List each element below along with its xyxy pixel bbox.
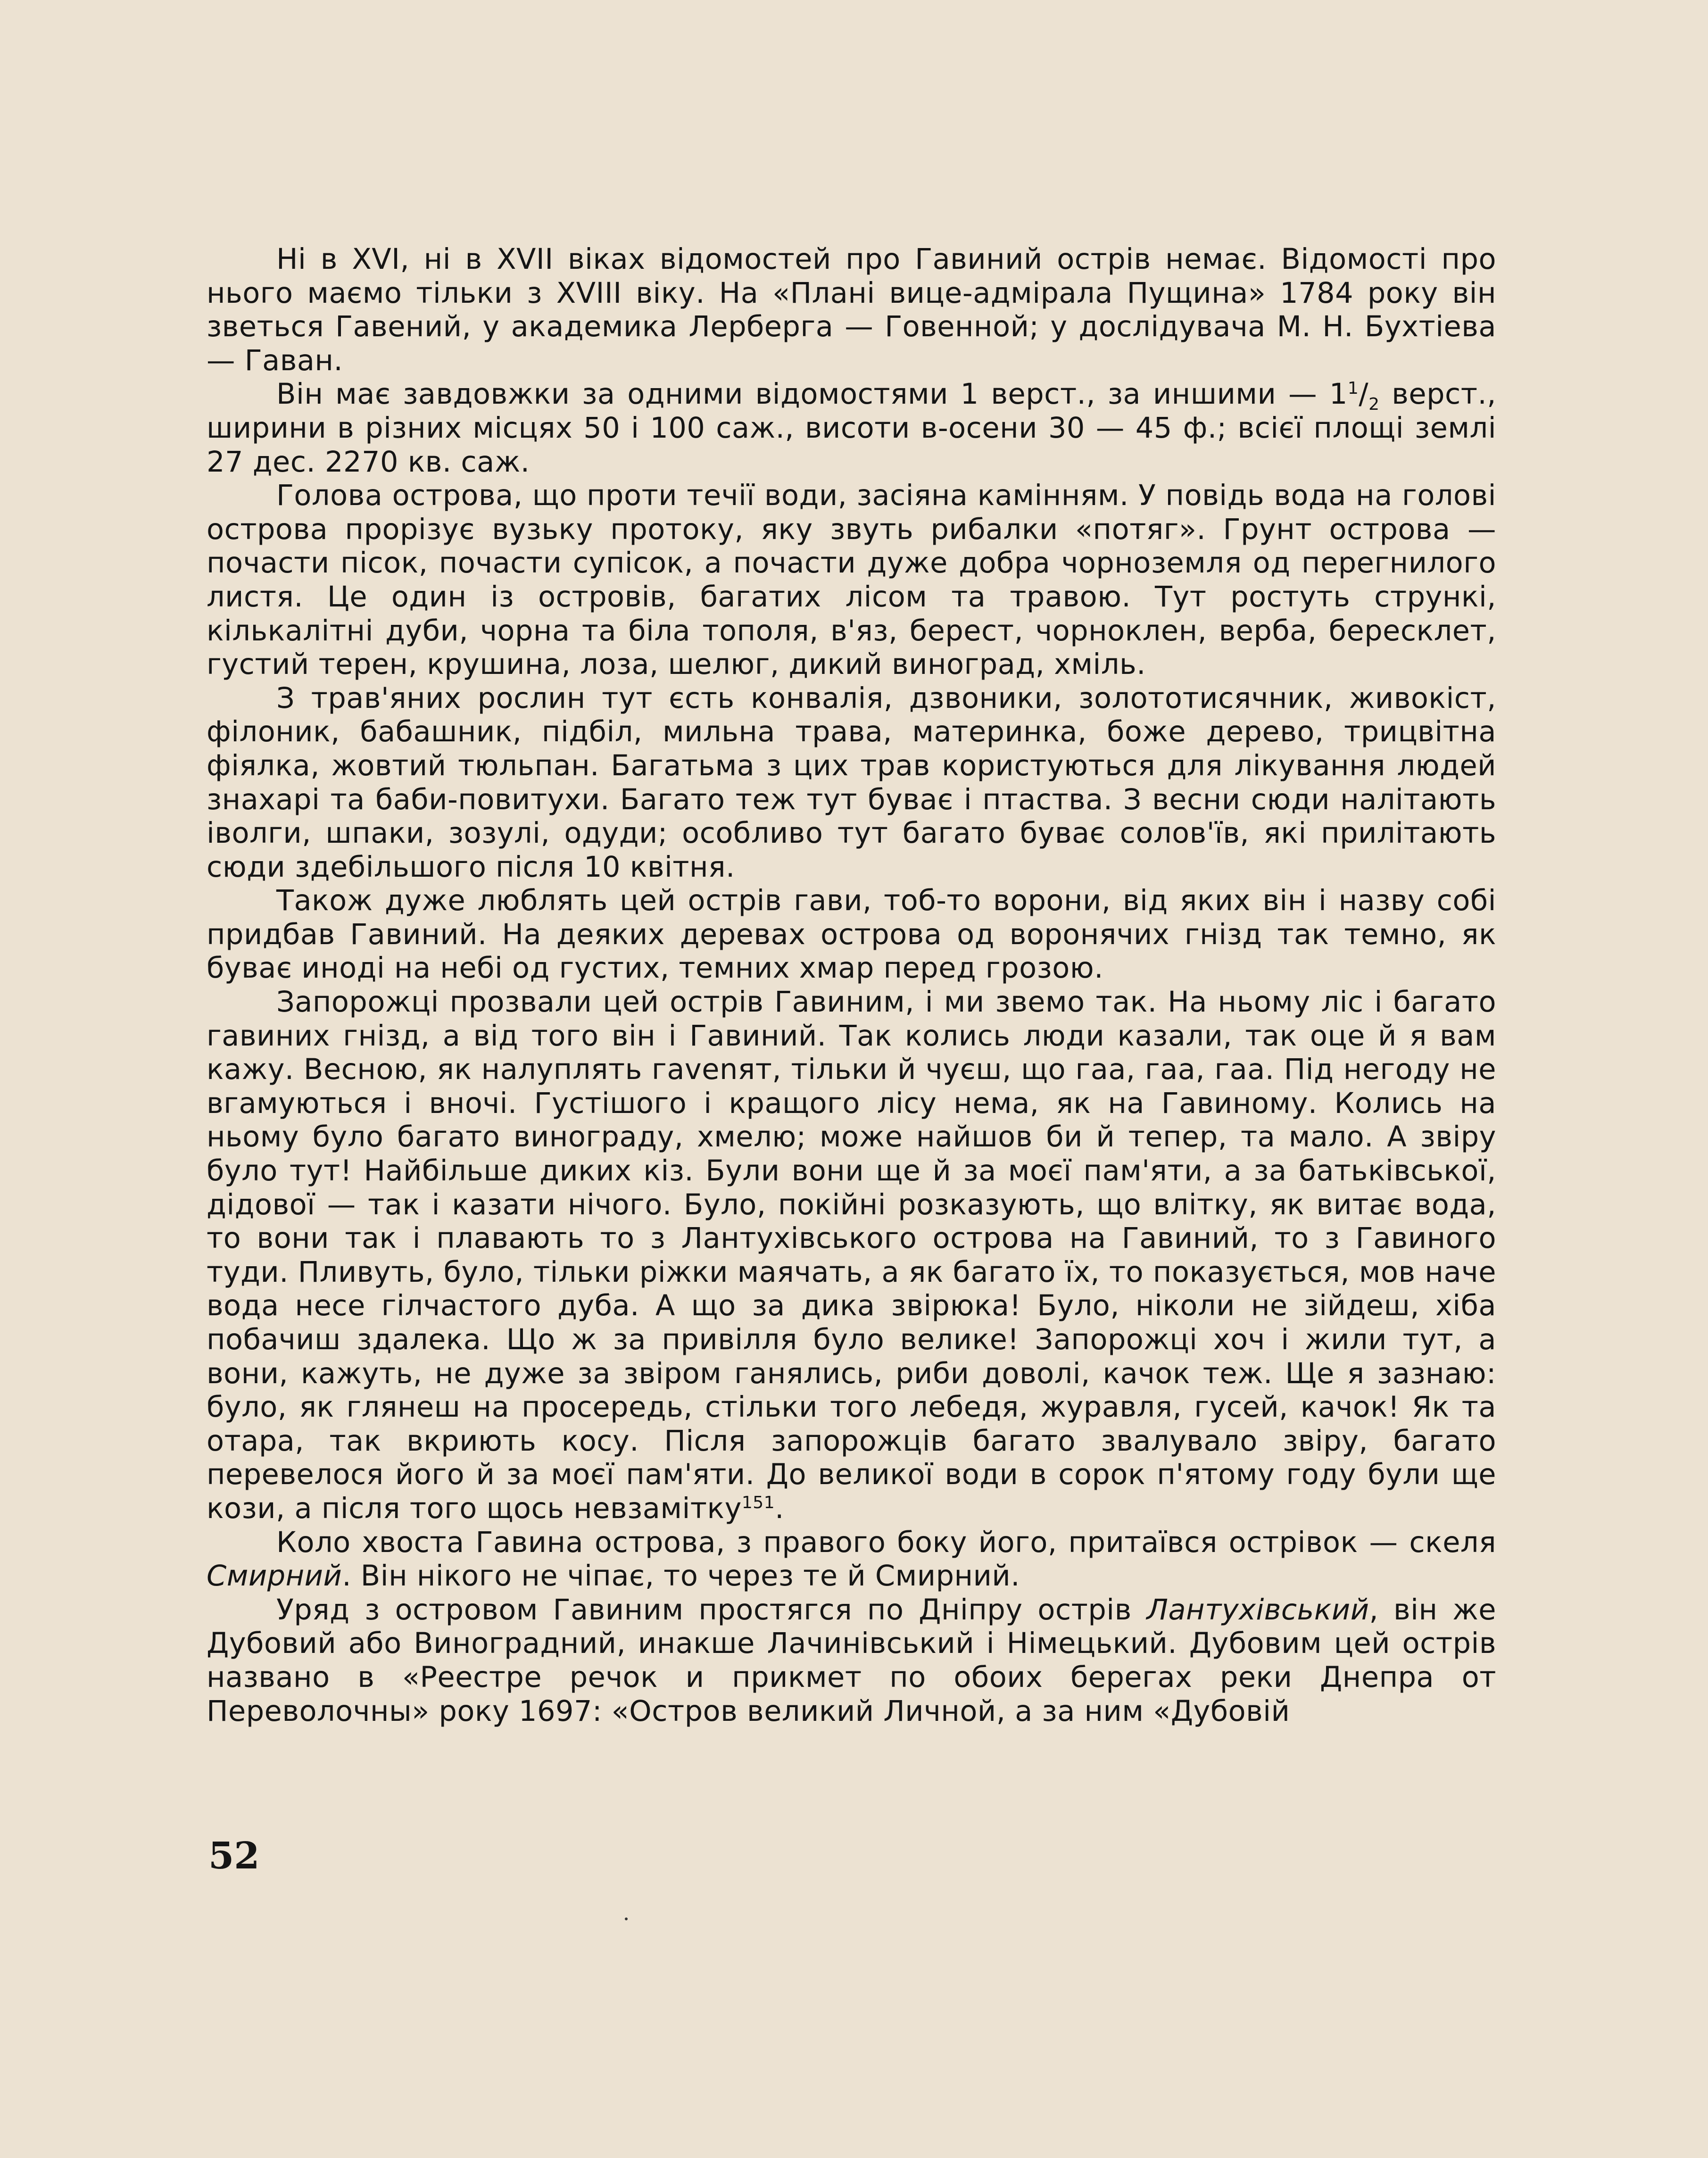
paragraph-4: З трав'яних рослин тут єсть конвалія, дзвоники, золототисячник, живокіст, філоник, бабашник, підбіл, мильна трава, материнка, боже дерево, трицвітна фіялка, жовтий тюльпан. Багатьма з цих трав користуються для лікування людей знахарі та баби-повитухи. Багато теж тут буває і птаства. З весни сюди налітають іволги, шпаки, зозулі, одуди; особливо тут багато буває солов'їв, які прилітають сюди здебільшого після 10 квітня. xyxy=(207,681,1496,884)
paragraph-8-end: , він же Дубовий або Виноградний, инакше Лачинівський і Німецький. Дубовим цей острів названо в «Реестре речок и прикмет по обоих берегах реки Днепра от Переволочны» року 1697: «Остров великий Личной, а за ним «Дубовій xyxy=(207,1593,1496,1728)
print-speck xyxy=(625,1917,628,1920)
paragraph-8-start: Уряд з островом Гавиним простягся по Дніпру острів xyxy=(276,1593,1147,1627)
island-name-smyrnyi: Смирний xyxy=(207,1560,342,1593)
footnote-ref: 151 xyxy=(741,1493,775,1512)
fraction-denominator: 2 xyxy=(1368,395,1380,415)
paragraph-2 xyxy=(207,378,1496,479)
paragraph-5: Також дуже люблять цей острів гави, тоб-то ворони, від яких він і назву собі придбав Гавиний. На деяких деревах острова од воронячих гнізд так темно, як буває иноді на небі од густих, темних хмар перед грозою. xyxy=(207,884,1496,985)
paragraph-7-start: Коло хвоста Гавина острова, з правого боку його, притаївся острівок — скеля xyxy=(276,1526,1496,1559)
paragraph-2-end: верст., ширини в різних місцях 50 і 100 саж., висоти в-осени 30 — 45 ф.; всієї площі землі 27 дес. 2270 кв. саж. xyxy=(207,378,1496,479)
paragraph-6 xyxy=(207,986,1496,1526)
island-name-lantukhivskyi: Лантухівський xyxy=(1146,1593,1369,1627)
paragraph-7-end: . Він нікого не чіпає, то через те й Смирний. xyxy=(342,1560,1020,1593)
paragraph-6-body: Запорожці прозвали цей острів Гавиним, і ми звемо так. На ньому ліс і багато гавиних гнізд, а від того він і Гавиний. Так колись люди казали, так оце й я вам кажу. Весною, як налуплять гаvenят, тільки й чуєш, що гаа, гаа, гаа. Під негоду не вгамуються і вночі. Густішого і кращого лісу нема, як на Гавиному. Колись на ньому було багато винограду, хмелю; може найшов би й тепер, та мало. А звіру було тут! Найбільше диких кіз. Були вони ще й за моєї пам'яти, а за батьківської, дідової — так і казати нічого. Було, покійні розказують, що влітку, як витає вода, то вони так і плавають то з Лантухівського острова на Гавиний, то з Гавиного туди. Пливуть, було, тільки ріжки маячать, а як багато їх, то показується, мов наче вода несе гілчастого дуба. А що за дика звірюка! Було, ніколи не зійдеш, хіба побачиш здалека. Що ж за привілля було велике! Запорожці хоч і жили тут, а вони, кажуть, не дуже за звіром ганялись, риби доволі, качок теж. Ще я зазнаю: було, як глянеш на просередь, стільки того лебедя, журавля, гусей, качок! Як та отара, так вкриють косу. Після запорожців багато звалувало звіру, багато перевелося його й за моєї пам'яти. До великої води в сорок п'ятому году були ще кози, а після того щось невзамітку xyxy=(207,986,1496,1525)
paragraph-8 xyxy=(207,1594,1496,1728)
fraction-slash: / xyxy=(1359,378,1369,411)
paragraph-2-start: Він має завдовжки за одними відомостями 1 верст., за иншими — 1 xyxy=(276,378,1348,411)
body-text xyxy=(207,243,1496,1728)
paragraph-6-end: . xyxy=(775,1492,784,1525)
paragraph-3: Голова острова, що проти течії води, засіяна камінням. У повідь вода на голові острова прорізує вузьку протоку, яку звуть рибалки «потяг». Грунт острова — почасти пісок, почасти супісок, а почасти дуже добра чорноземля од перегнилого листя. Це один із островів, багатих лісом та травою. Тут ростуть стрункі, кількалітні дуби, чорна та біла тополя, в'яз, берест, чорноклен, верба, бересклет, густий терен, крушина, лоза, шелюг, дикий виноград, хміль. xyxy=(207,479,1496,681)
page-number: 52 xyxy=(208,1834,260,1877)
fraction-numerator: 1 xyxy=(1347,379,1359,398)
paragraph-1: Ні в XVI, ні в XVII віках відомостей про Гавиний острів немає. Відомості про нього маємо тільки з XVIII віку. На «Плані вице-адмірала Пущина» 1784 року він зветься Гавений, у академика Лерберга — Говенной; у дослідувача М. Н. Бухтіева — Гаван. xyxy=(207,243,1496,377)
paragraph-7 xyxy=(207,1526,1496,1594)
